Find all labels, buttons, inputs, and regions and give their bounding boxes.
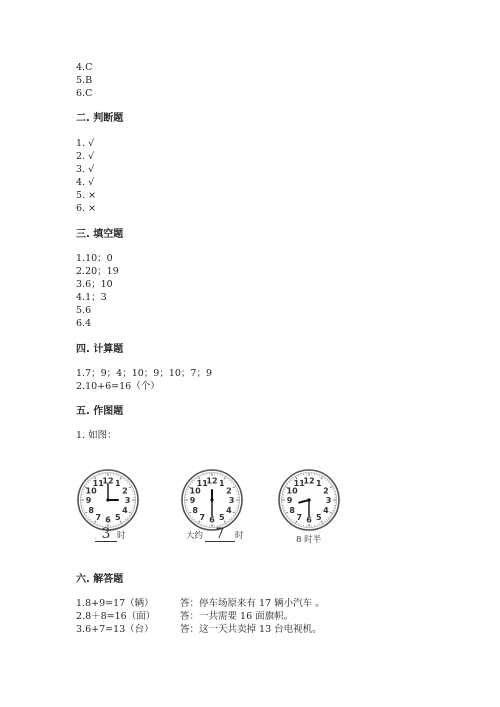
clock-numeral: 9 <box>189 496 196 505</box>
solve-answer-1: 答：停车场原来有 17 辆小汽车 。 <box>180 598 325 609</box>
clock-3-label: 8 时半 <box>296 535 322 545</box>
clock-numeral: 8 <box>289 505 295 515</box>
clock-1-answer-blank: 3 <box>95 528 117 542</box>
clock-numeral: 3 <box>325 496 332 505</box>
clock-numeral: 3 <box>124 496 131 505</box>
choice-answer-5: 5.B <box>76 75 93 86</box>
choice-answer-4: 4.C <box>76 62 93 73</box>
clock-numeral: 2 <box>323 486 329 496</box>
clock-2-prefix: 大约 <box>186 531 204 541</box>
clock-numeral: 12 <box>303 476 315 486</box>
fill-answer-6: 6.4 <box>76 318 92 329</box>
calc-answer-1: 1.7；9；4；10；9；10；7；9 <box>76 368 213 379</box>
judge-answer-3: 3. √ <box>76 164 95 175</box>
clock-numeral: 4 <box>323 505 329 515</box>
clock-numeral: 2 <box>122 486 128 496</box>
clock-1-unit: 时 <box>117 531 126 541</box>
clock-center-pin <box>210 498 213 501</box>
clock-numeral: 7 <box>296 512 303 522</box>
solve-answer-3: 答：这一天共卖掉 13 台电视机。 <box>180 624 322 635</box>
clock-numeral: 10 <box>286 486 298 496</box>
clock-face-1 <box>76 468 140 532</box>
clock-face-3 <box>277 468 341 532</box>
clock-numeral: 11 <box>92 479 104 489</box>
clock-numeral: 7 <box>95 512 102 522</box>
clock-2-unit: 时 <box>235 531 244 541</box>
section-heading-draw: 五. 作图题 <box>76 406 124 417</box>
solve-answer-2: 答：一共需要 16 面旗帜。 <box>180 611 294 622</box>
section-heading-judge: 二. 判断题 <box>76 113 124 124</box>
judge-answer-5: 5. × <box>76 190 97 201</box>
fill-answer-3: 3.6；10 <box>76 279 113 290</box>
section-heading-solve: 六. 解答题 <box>76 574 124 585</box>
clock-numeral: 1 <box>114 479 121 489</box>
clock-numeral: 9 <box>286 496 293 505</box>
judge-answer-6: 6. × <box>76 203 97 214</box>
clock-face-2 <box>180 468 244 532</box>
clock-numeral: 7 <box>199 512 206 522</box>
clock-numeral: 4 <box>122 505 128 515</box>
clock-caption-2 <box>186 528 244 542</box>
clock-numeral: 8 <box>192 505 198 515</box>
section-heading-calc: 四. 计算题 <box>76 344 124 355</box>
clock-numeral: 12 <box>206 476 218 486</box>
clock-caption-3 <box>296 533 321 545</box>
clock-caption-1 <box>95 528 126 542</box>
clock-numeral: 12 <box>102 476 114 486</box>
clock-numeral: 9 <box>85 496 92 505</box>
clock-numeral: 11 <box>293 479 305 489</box>
fill-answer-4: 4.1；3 <box>76 292 107 303</box>
section-heading-fill: 三. 填空题 <box>76 229 124 240</box>
clock-numeral: 1 <box>315 479 322 489</box>
clock-numeral: 6 <box>306 515 312 525</box>
clock-center-pin <box>307 498 310 501</box>
judge-answer-4: 4. √ <box>76 177 95 188</box>
judge-answer-2: 2. √ <box>76 151 95 162</box>
judge-answer-1: 1. √ <box>76 138 95 149</box>
clock-numeral: 1 <box>218 479 225 489</box>
clock-numeral: 10 <box>85 486 97 496</box>
clock-numeral: 5 <box>218 512 225 522</box>
clock-numeral: 2 <box>226 486 232 496</box>
clock-numeral: 11 <box>196 479 208 489</box>
clock-numeral: 6 <box>209 515 215 525</box>
clock-numeral: 6 <box>105 515 111 525</box>
clock-center-pin <box>106 498 109 501</box>
fill-answer-5: 5.6 <box>76 305 92 316</box>
clock-numeral: 4 <box>226 505 232 515</box>
solve-equation-3: 3.6+7=13（台） <box>76 624 154 635</box>
draw-intro: 1. 如图： <box>76 430 117 441</box>
calc-answer-2: 2.10+6=16（个） <box>76 381 160 392</box>
fill-answer-1: 1.10；0 <box>76 253 113 264</box>
solve-equation-1: 1.8+9=17（辆） <box>76 598 154 609</box>
clock-numeral: 3 <box>228 496 235 505</box>
clock-2-answer-blank: 7 <box>205 528 235 542</box>
clock-numeral: 5 <box>114 512 121 522</box>
clock-numeral: 5 <box>315 512 322 522</box>
clock-numeral: 10 <box>189 486 201 496</box>
choice-answer-6: 6.C <box>76 88 93 99</box>
solve-equation-2: 2.8＋8=16（面） <box>76 611 156 622</box>
fill-answer-2: 2.20；19 <box>76 266 119 277</box>
clock-numeral: 8 <box>88 505 94 515</box>
